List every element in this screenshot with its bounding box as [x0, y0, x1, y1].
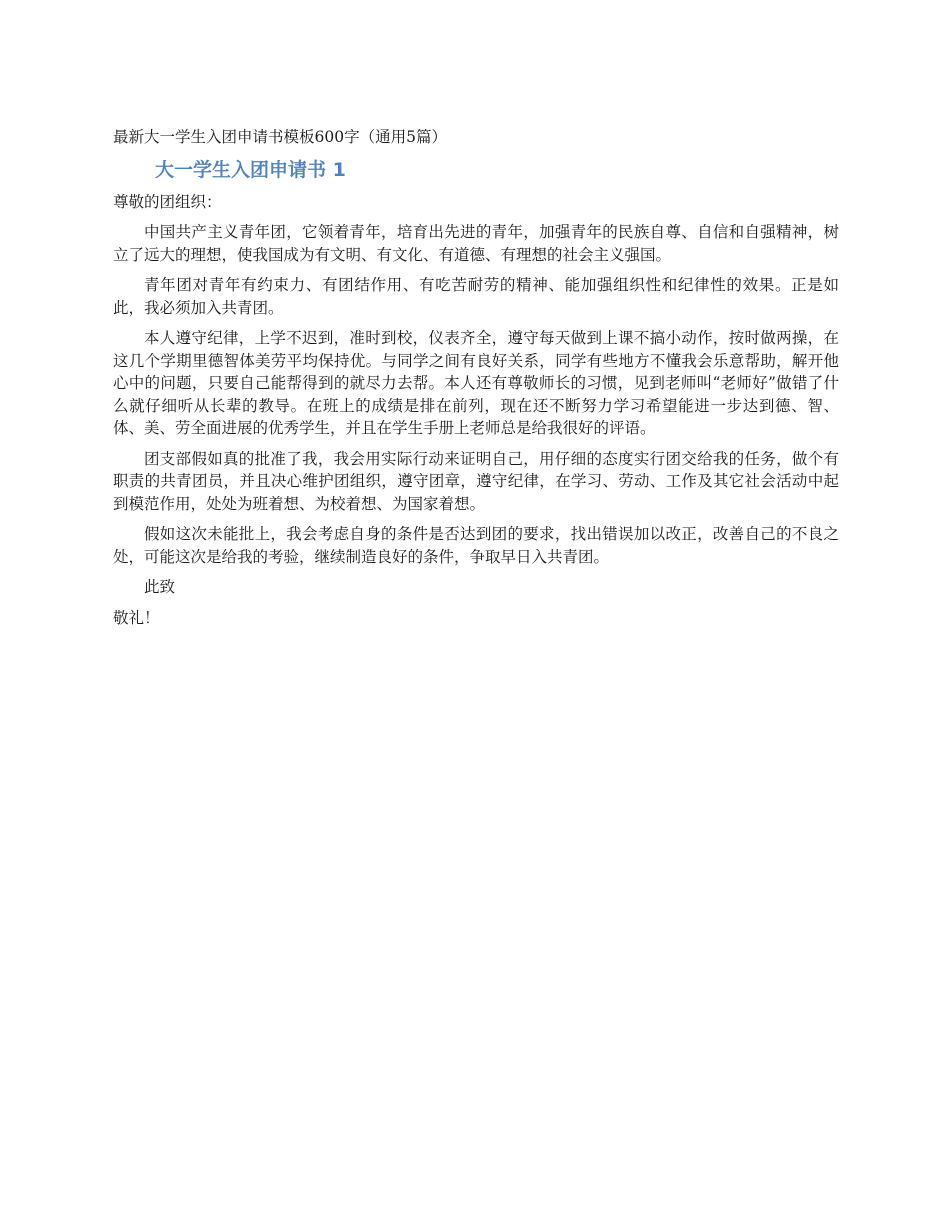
closing-line-2: 敬礼！: [113, 608, 160, 627]
body-paragraph-2: 青年团对青年有约束力、有团结作用、有吃苦耐劳的精神、能加强组织性和纪律性的效果。正是如此，我必须加入共青团。: [113, 276, 839, 317]
document-title: 最新大一学生入团申请书模板600字（通用5篇）: [113, 128, 447, 146]
body-paragraph-5: 假如这次未能批上，我会考虑自身的条件是否达到团的要求，找出错误加以改正，改善自己的不良之处，可能这次是给我的考验，继续制造良好的条件，争取早日入共青团。: [113, 525, 839, 566]
body-paragraph-4: 团支部假如真的批准了我，我会用实际行动来证明自己，用仔细的态度实行团交给我的任务，做个有职责的共青团员，并且决心维护团组织，遵守团章，遵守纪律，在学习、劳动、工作及其它社会活动中起到模范作用，处处为班着想、为校着想、为国家着想。: [113, 449, 839, 513]
document-body: [113, 126, 839, 629]
body-paragraph-1: 中国共产主义青年团，它领着青年，培育出先进的青年，加强青年的民族自尊、自信和自强精神，树立了远大的理想，使我国成为有文明、有文化、有道德、有理想的社会主义强国。: [113, 223, 839, 264]
salutation: 尊敬的团组织：: [113, 192, 222, 211]
section-heading: 大一学生入团申请书 1: [155, 158, 346, 181]
closing-line-1: 此致: [144, 578, 176, 596]
body-paragraph-3: 本人遵守纪律，上学不迟到，准时到校，仪表齐全，遵守每天做到上课不搞小动作，按时做两操，在这几个学期里德智体美劳平均保持优。与同学之间有良好关系，同学有些地方不懂我会乐意帮助，解开他心中的问题，只要自己能帮得到的就尽力去帮。本人还有尊敬师长的习惯，见到老师叫“老师好”做错了什么就仔细听从长辈的教导。在班上的成绩是排在前列，现在还不断努力学习希望能进一步达到德、智、体、美、劳全面进展的优秀学生，并且在学生手册上老师总是给我很好的评语。: [113, 329, 839, 437]
